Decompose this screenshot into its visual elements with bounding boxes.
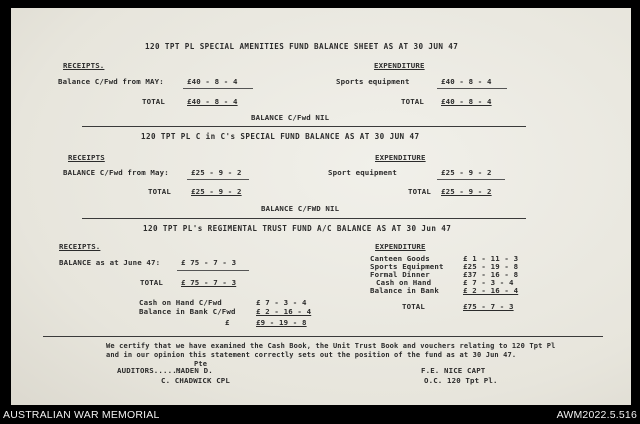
section3-pound-sign: £	[225, 318, 230, 327]
section3-total-right: £75 - 7 - 3	[463, 302, 514, 311]
section3-exp-label: Cash on Hand	[376, 278, 432, 287]
section2-total-label-left: TOTAL	[148, 187, 171, 196]
section2-left-sum-line	[187, 179, 249, 180]
section2-balance-cfwd: BALANCE C/FWD NIL	[261, 204, 340, 213]
section3-total-label-right: TOTAL	[402, 302, 425, 311]
section1-title: 120 TPT PL SPECIAL AMENITIES FUND BALANCE SHEET AS AT 30 JUN 47	[145, 42, 459, 51]
signatory-name: F.E. NICE CAPT	[421, 366, 486, 375]
section2-expenditure-value: £25 - 9 - 2	[441, 168, 492, 177]
auditors-label: AUDITORS......	[117, 366, 182, 375]
section1-balance-label: Balance C/Fwd from MAY:	[58, 77, 164, 86]
section3-exp-value: £ 7 - 3 - 4	[463, 278, 514, 287]
section1-receipts-heading: RECEIPTS.	[63, 61, 105, 70]
section2-receipts-heading: RECEIPTS	[68, 153, 105, 162]
section3-expenditure-heading: EXPENDITURE	[375, 242, 426, 251]
archive-footer-bar	[0, 407, 640, 424]
section3-cash-hand-label: Cash on Hand C/Fwd	[139, 298, 222, 307]
section2-total-right: £25 - 9 - 2	[441, 187, 492, 196]
section1-expenditure-item: Sports equipment	[336, 77, 410, 86]
document-page	[11, 8, 631, 405]
section3-title: 120 TPT PL's REGIMENTAL TRUST FUND A/C BALANCE AS AT 30 Jun 47	[143, 224, 452, 233]
section2-expenditure-item: Sport equipment	[328, 168, 397, 177]
section3-left-sum-line	[177, 270, 249, 271]
section3-exp-value: £ 2 - 16 - 4	[463, 286, 519, 295]
section3-sum-value: £9 - 19 - 8	[256, 318, 307, 327]
section2-balance-label: BALANCE C/Fwd from May:	[63, 168, 169, 177]
section2-balance-value: £25 - 9 - 2	[191, 168, 242, 177]
section3-exp-value: £25 - 19 - 8	[463, 262, 519, 271]
section1-total-right: £40 - 8 - 4	[441, 97, 492, 106]
section3-exp-label: Balance in Bank	[370, 286, 439, 295]
section1-right-sum-line	[437, 88, 507, 89]
section1-total-label-right: TOTAL	[401, 97, 424, 106]
section3-total-label-left: TOTAL	[140, 278, 163, 287]
section3-balance-label: BALANCE as at June 47:	[59, 258, 161, 267]
section3-bank-label: Balance in Bank C/Fwd	[139, 307, 236, 316]
section3-total-left: £ 75 - 7 - 3	[181, 278, 237, 287]
section1-expenditure-value: £40 - 8 - 4	[441, 77, 492, 86]
section3-balance-value: £ 75 - 7 - 3	[181, 258, 237, 267]
section1-total-left: £40 - 8 - 4	[187, 97, 238, 106]
auditor-1-name: MADEN D.	[176, 366, 213, 375]
section2-total-left: £25 - 9 - 2	[191, 187, 242, 196]
section1-balance-value: £40 - 8 - 4	[187, 77, 238, 86]
section3-divider	[43, 336, 603, 337]
section3-exp-label: Sports Equipment	[370, 262, 444, 271]
section2-title: 120 TPT PL C in C's SPECIAL FUND BALANCE AS AT 30 JUN 47	[141, 132, 420, 141]
section1-balance-cfwd: BALANCE C/Fwd NIL	[251, 113, 330, 122]
section2-total-label-right: TOTAL	[408, 187, 431, 196]
certification-line-2: and in our opinion this statement correctly sets out the position of the fund as at 30 Jun 47.	[106, 351, 517, 359]
section3-exp-value: £ 1 - 11 - 3	[463, 254, 519, 263]
section2-expenditure-heading: EXPENDITURE	[375, 153, 426, 162]
section1-divider	[82, 126, 526, 127]
section3-bank-value: £ 2 - 16 - 4	[256, 307, 312, 316]
section3-cash-hand-value: £ 7 - 3 - 4	[256, 298, 307, 307]
section1-expenditure-heading: EXPENDITURE	[374, 61, 425, 70]
auditor-1-rank: Pte	[194, 360, 208, 368]
archive-accession-number: AWM2022.5.516	[556, 409, 637, 421]
section3-exp-label: Canteen Goods	[370, 254, 430, 263]
section2-right-sum-line	[437, 179, 505, 180]
section3-exp-value: £37 - 16 - 8	[463, 270, 519, 279]
auditor-2-name: C. CHADWICK CPL	[161, 376, 230, 385]
section2-divider	[82, 218, 526, 219]
certification-line-1: We certify that we have examined the Cash Book, the Unit Trust Book and vouchers relating to 120 Tpt Pl	[106, 342, 556, 350]
section1-total-label-left: TOTAL	[142, 97, 165, 106]
archive-source-label: AUSTRALIAN WAR MEMORIAL	[3, 409, 160, 421]
section3-receipts-heading: RECEIPTS.	[59, 242, 101, 251]
section3-exp-label: Formal Dinner	[370, 270, 430, 279]
signatory-title: O.C. 120 Tpt Pl.	[424, 376, 498, 385]
section1-left-sum-line	[183, 88, 253, 89]
